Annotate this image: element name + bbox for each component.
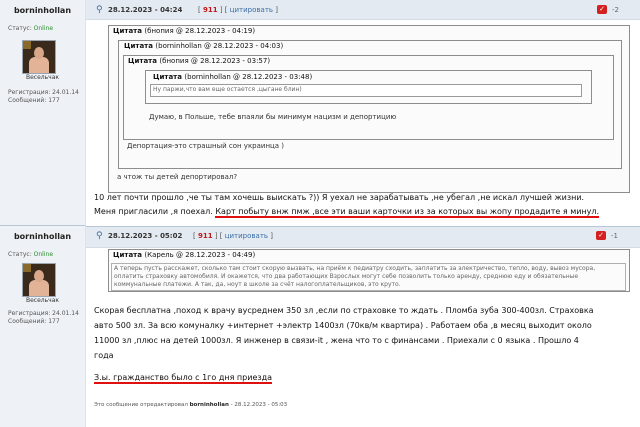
status-online: Online xyxy=(33,25,54,32)
registration-date: Регистрация: 24.01.14 xyxy=(8,310,79,317)
post-body-line-3: 11000 зл ,плюс на детей 1000зл. Я инженер в связи-it , жена что то с финансами . Приехали с 0 языка . Прошло 4 xyxy=(94,336,579,345)
post-body xyxy=(94,303,634,363)
quote-1-date: 28.12.2023 - 04:19 xyxy=(185,27,253,35)
quote-2-text: Депортация-это страшный сон украинца ) xyxy=(127,142,285,150)
message-count: Сообщений: 177 xyxy=(8,97,60,104)
status xyxy=(8,251,53,258)
quote-3-label: Цитата xyxy=(128,57,157,65)
post-score: -1 xyxy=(611,232,618,240)
quote-button[interactable]: цитировать xyxy=(229,6,274,14)
quote-2-date: 28.12.2023 - 04:03 xyxy=(213,42,281,50)
post-body-line-4: года xyxy=(94,351,114,360)
post-body-line-1: 10 лет почти прошло ,че ты там хочешь выискать ?)) Я уехал не зарабатывать ,не убегал ,не искал лучшей жизни. xyxy=(94,193,585,202)
post-number: [ 911 ] [ цитировать ] xyxy=(193,232,273,240)
author-name[interactable]: borninhollan xyxy=(13,6,72,15)
post-body xyxy=(94,191,634,219)
avatar[interactable] xyxy=(22,263,56,297)
quote-1-label: Цитата xyxy=(113,27,142,35)
post-ps xyxy=(94,371,272,385)
quote-4-date: 28.12.2023 - 03:48 xyxy=(242,73,310,81)
quote-1-header: Цитата (бнопия @ 28.12.2023 - 04:19) xyxy=(113,27,256,35)
post-911-second xyxy=(0,225,640,427)
quote-3-author[interactable]: бнопия xyxy=(162,57,189,65)
rate-icon[interactable]: ✓ xyxy=(597,5,607,14)
quote-2-header: Цитата (borninhollan @ 28.12.2023 - 04:03) xyxy=(124,42,284,50)
edit-user[interactable]: borninhollan xyxy=(189,402,229,408)
author-panel xyxy=(0,225,86,427)
post-body-line-2a: Меня пригласили ,я поехал. xyxy=(94,207,213,216)
status xyxy=(8,25,53,32)
status-label: Статус: xyxy=(8,25,32,32)
author-name[interactable]: borninhollan xyxy=(13,232,72,241)
rate-icon[interactable]: ✓ xyxy=(596,231,606,240)
quote-label: Цитата xyxy=(113,251,142,259)
quote-button[interactable]: цитировать xyxy=(224,232,269,240)
quote-1-text: а чтож ты детей депортировал? xyxy=(117,173,238,181)
registration-date: Регистрация: 24.01.14 xyxy=(8,89,79,96)
quote-4-label: Цитата xyxy=(153,73,182,81)
highlighted-text: З.ы. гражданство было с 1го дня приезда xyxy=(94,373,273,382)
post-number: [ 911 ] [ цитировать ] xyxy=(198,6,278,14)
innermost-quote-text: Ну паржи,что вам еще остается ,цыгане блин) xyxy=(150,84,582,97)
user-meta xyxy=(8,89,79,105)
quote-text: А теперь пусть расскажет, сколько там стоит скорую вызвать, на приём к педиатру сходить, заплатить за электричество, тепло, воду, вывоз мусора, оплатить страховку автомобиля. И окажется, что два работающих Взрослых могут себе позволить только аренду, среднюю еду и обязательные коммунальные платежи. А так, да, ноут в школе за счёт налогоплательщиков, это круто. xyxy=(111,263,626,291)
quote-author[interactable]: Карель xyxy=(147,251,174,259)
status-online: Online xyxy=(33,251,54,258)
quote-date: 28.12.2023 - 04:49 xyxy=(185,251,253,259)
post-date: 28.12.2023 - 05:02 xyxy=(108,232,183,240)
post-score: -2 xyxy=(612,6,619,14)
edit-note xyxy=(94,402,287,408)
edit-date: - 28.12.2023 - 05:03 xyxy=(230,402,288,408)
author-panel xyxy=(0,0,86,225)
quote-1-author[interactable]: бнопия xyxy=(147,27,174,35)
post-body-line-2: авто 500 зл. За всю комуналку +интернет +электр 1400зл (70кв/м квартира) . Работаем оба ,в месяц выходит около xyxy=(94,321,592,330)
post-body-line-2 xyxy=(94,205,634,219)
quote-3-text: Думаю, в Польше, тебе впаяли бы минимум нацизм и депортицию xyxy=(149,113,397,121)
status-label: Статус: xyxy=(8,251,32,258)
quote-2-author[interactable]: borninhollan xyxy=(158,42,202,50)
highlighted-text: Карт побыту внж пмж ,все эти ваши карточки из за которых вы жопу продадите я минул. xyxy=(215,207,600,216)
user-meta xyxy=(8,310,79,326)
edit-prefix: Это сообщение отредактировал xyxy=(94,402,188,408)
post-date: 28.12.2023 - 04:24 xyxy=(108,6,183,14)
post-number-link[interactable]: 911 xyxy=(202,6,218,14)
quote-3-date: 28.12.2023 - 03:57 xyxy=(200,57,268,65)
quote-4-author[interactable]: borninhollan xyxy=(187,73,231,81)
pin-icon[interactable]: ⚲ xyxy=(96,231,103,241)
post-number-link[interactable]: 911 xyxy=(197,232,213,240)
pin-icon[interactable]: ⚲ xyxy=(96,5,103,15)
quote-3-header: Цитата (бнопия @ 28.12.2023 - 03:57) xyxy=(128,57,271,65)
message-count: Сообщений: 177 xyxy=(8,318,60,325)
quote-header: Цитата (Карель @ 28.12.2023 - 04:49) xyxy=(113,251,256,259)
user-rank: Весельчак xyxy=(25,297,59,304)
quote-2-label: Цитата xyxy=(124,42,153,50)
user-rank: Весельчак xyxy=(25,74,59,81)
quote-4-header: Цитата (borninhollan @ 28.12.2023 - 03:48) xyxy=(153,73,313,81)
post-body-line-1: Скорая бесплатна ,поход к врачу вусреднем 350 зл ,если по страховке то ждать . Пломба зуба 300-400зл. Страховка xyxy=(94,306,594,315)
avatar[interactable] xyxy=(22,40,56,74)
